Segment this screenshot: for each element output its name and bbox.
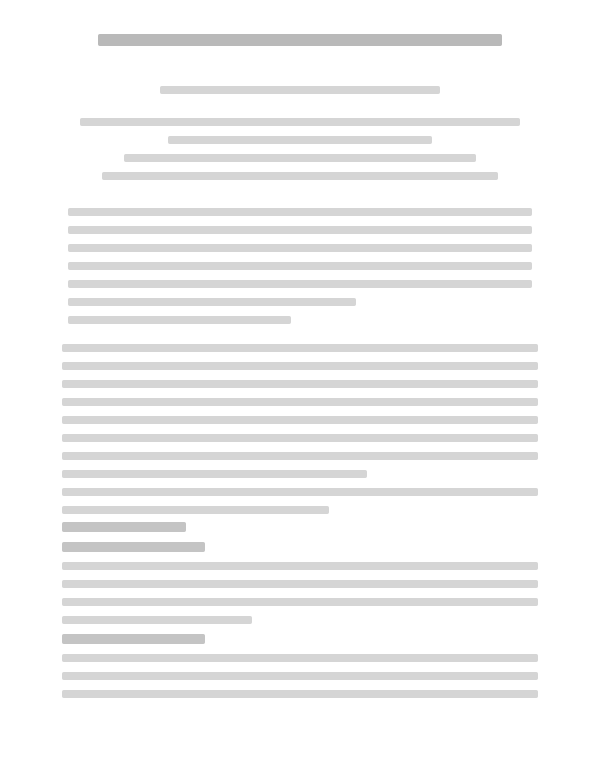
article-title [80, 34, 520, 52]
affiliations [80, 118, 520, 196]
methods-section [62, 522, 538, 768]
abstract-block [68, 208, 532, 318]
author-line [160, 86, 440, 98]
introduction-body [62, 344, 538, 544]
